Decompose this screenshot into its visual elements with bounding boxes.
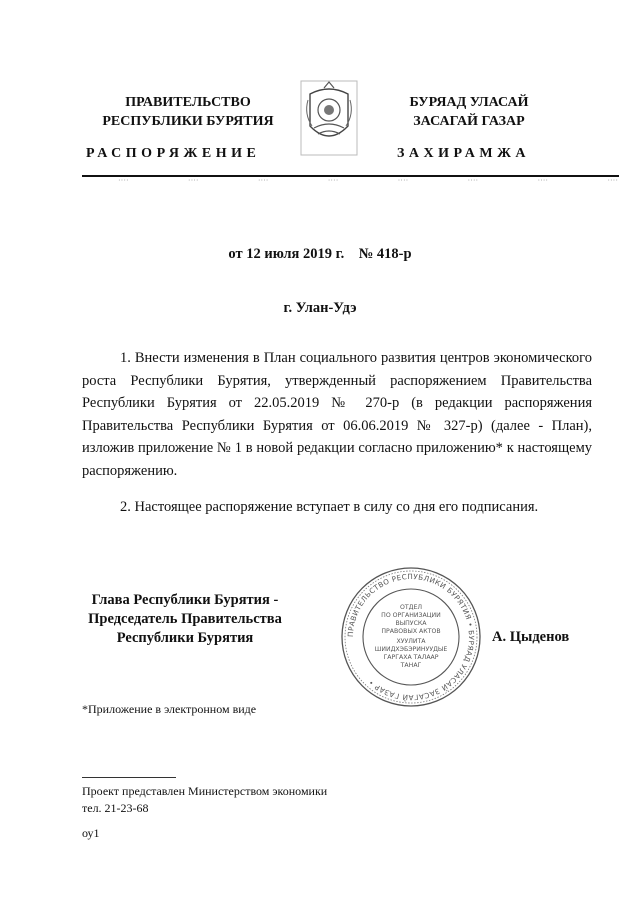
signatory-title-line1: Глава Республики Бурятия - [91, 592, 279, 608]
stamp-line: ПО ОРГАНИЗАЦИИ [381, 612, 441, 619]
submitted-by: Проект представлен Министерством экономики [82, 784, 328, 798]
header-right-line2: ЗАСАГАЙ ГАЗАР [413, 114, 525, 129]
paragraph-2 [82, 496, 592, 519]
stamp-line: ГАРГАХА ТАЛААР [383, 654, 439, 661]
svg-text:ПРАВИТЕЛЬСТВО РЕСПУБЛИКИ БУРЯТ [346, 572, 476, 702]
appendix-footnote: *Приложение в электронном виде [82, 702, 257, 716]
signatory-title-line2: Председатель Правительства [88, 611, 282, 627]
header-right-line1: БУРЯАД УЛАСАЙ [409, 95, 529, 110]
official-stamp [340, 566, 482, 708]
header-left-line2: РЕСПУБЛИКИ БУРЯТИЯ [102, 114, 274, 129]
paragraph-1-text: 1. Внести изменения в План социального развития центров экономического роста Республики Бурятия, утвержденный распоряжением Правительства Республики Бурятия от 22.05.2019 № 270-р (в редакции распоряжения Правительства Республики Бурятия от 06.06.2019 № 327-р) (далее - План), изложив приложение № 1 в новой редакции согласно приложению* к настоящему распоряжению. [82, 350, 592, 479]
header-right-block [384, 93, 554, 131]
doc-type-left: РАСПОРЯЖЕНИЕ [86, 146, 261, 161]
stamp-line: ШИИДХЭБЭРИНУУДЫЕ [374, 646, 448, 653]
coat-of-arms-icon [300, 80, 358, 156]
header-left-line1: ПРАВИТЕЛЬСТВО [125, 95, 251, 110]
signatory-title [80, 591, 290, 648]
paragraph-1 [82, 347, 592, 482]
stamp-line: ПРАВОВЫХ АКТОВ [381, 628, 441, 635]
stamp-line: ВЫПУСКА [395, 620, 427, 627]
date-number-line: от 12 июля 2019 г. № 418-р [228, 246, 412, 262]
stamp-line: ТАНАГ [400, 662, 422, 669]
signatory-title-line3: Республики Бурятия [116, 630, 254, 646]
paragraph-2-text: 2. Настоящее распоряжение вступает в силу со дня его подписания. [120, 499, 539, 515]
document-code: оу1 [82, 826, 100, 840]
footer-divider [82, 777, 176, 778]
stamp-line: ХУУЛИТА [396, 638, 426, 645]
doc-type-right: ЗАХИРАМЖА [397, 146, 531, 161]
city-line: г. Улан-Удэ [283, 300, 357, 316]
signatory-name: А. Цыденов [492, 629, 570, 645]
header-left-block [96, 93, 280, 131]
stamp-ring-text: ПРАВИТЕЛЬСТВО РЕСПУБЛИКИ БУРЯТИЯ • БУРЯАД УЛАСАЙ ЗАСАГАЙ ГАЗАР • [345, 571, 477, 703]
contact-phone: тел. 21-23-68 [82, 801, 149, 815]
stamp-line: ОТДЕЛ [399, 604, 423, 611]
header-dotted-marks: ···· ···· ···· ···· ···· ···· ···· ···· [118, 176, 618, 185]
